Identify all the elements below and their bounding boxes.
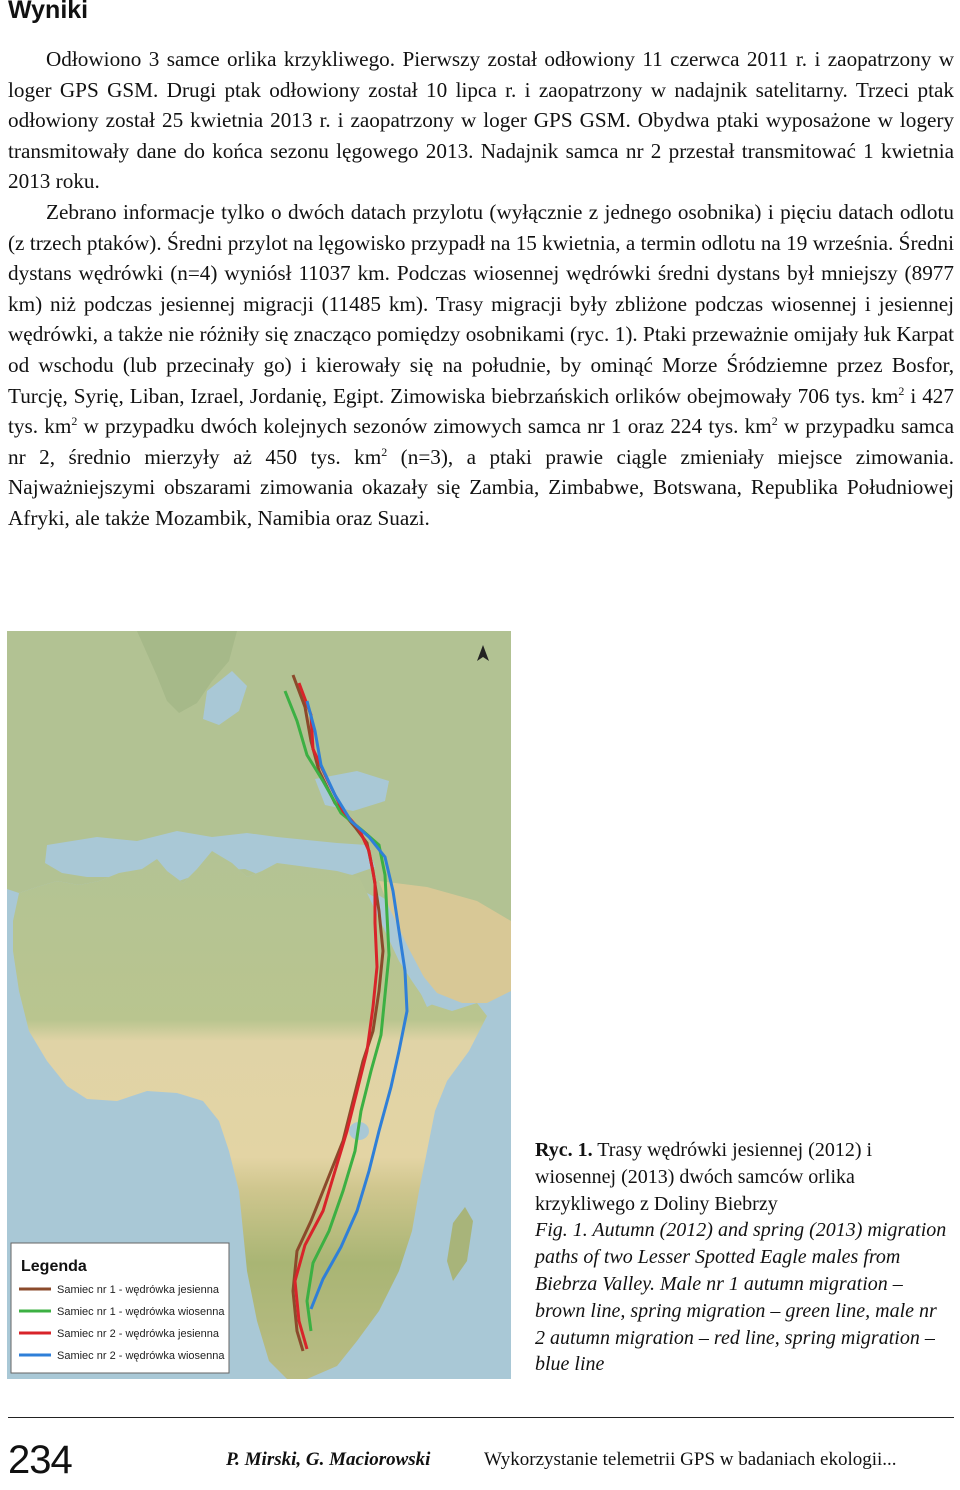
map-svg xyxy=(7,631,511,1379)
paragraph-2-part-1: Zebrano informacje tylko o dwóch datach przylotu (wyłącznie z jednego osobnika) i pięciu datach odlotu (z trzech ptaków). Średni przylot na lęgowisko przypadł na 15 kwietnia, a termin odlotu na 19 września. Średni dystans wędrówki (n=4) wyniósł 11037 km. Podczas wiosennej wędrówki średni dystans był mniejszy (8977 km) niż podczas jesiennej migracji (11485 km). Trasy migracji były zbliżone podczas wiosennej i jesiennej wędrówki, a także nie różniły się znacząco pomiędzy osobnikami (ryc. 1). Ptaki przeważnie omijały łuk Karpat od wschodu (lub przecinały go) i kierowały się na południe, by ominąć Morze Śródziemne przez Bosfor, Turcję, Syrię, Liban, Izrael, Jordanię, Egipt. Zimowiska biebrzańskich orlików obejmowały 706 tys. km xyxy=(8,199,954,408)
paragraph-1: Odłowiono 3 samce orlika krzykliwego. Pierwszy został odłowiony 11 czerwca 2011 r. i zaopatrzony w loger GPS GSM. Drugi ptak odłowiony został 10 lipca r. i zaopatrzony w nadajnik satelitarny. Trzeci ptak odłowiony został 25 kwietnia 2013 r. i zaopatrzony w loger GPS GSM. Obydwa ptaki wyposażone w logery transmitowały dane do końca sezonu lęgowego 2013. Nadajnik samca nr 2 przestał transmitować 1 kwietnia 2013 roku. xyxy=(8,47,954,194)
footer-authors: P. Mirski, G. Maciorowski xyxy=(226,1449,431,1470)
superscript: 2 xyxy=(771,414,778,429)
figure-caption xyxy=(535,1137,950,1378)
map-legend xyxy=(11,1243,229,1373)
paragraph-2-part-5: (n=3), a ptaki prawie ciągle zmieniały miejsce zimowania. Najważniejszymi obszarami zimowania okazały się Zambia, Zimbabwe, Botswana, Republika Południowej Afryki, ale także Mozambik, Namibia oraz Suazi. xyxy=(8,444,954,530)
body-text xyxy=(8,44,954,534)
legend-label-1: Samiec nr 1 - wędrówka jesienna xyxy=(57,1284,220,1296)
legend-label-3: Samiec nr 2 - wędrówka jesienna xyxy=(57,1328,220,1340)
legend-label-4: Samiec nr 2 - wędrówka wiosenna xyxy=(57,1350,225,1362)
paragraph-2 xyxy=(8,197,954,534)
caption-polish-text: Trasy wędrówki jesiennej (2012) i wiosennej (2013) dwóch samców orlika krzykliwego z Doliny Biebrzy xyxy=(535,1139,873,1215)
footer-rule xyxy=(8,1417,954,1418)
paragraph-2-part-2: i 427 tys. km xyxy=(8,383,954,439)
superscript: 2 xyxy=(381,444,388,459)
paragraph-2-part-3: w przypadku dwóch kolejnych sezonów zimowych samca nr 1 oraz 224 tys. km xyxy=(77,414,772,439)
legend-label-2: Samiec nr 1 - wędrówka wiosenna xyxy=(57,1306,225,1318)
page-number: 234 xyxy=(8,1438,72,1482)
caption-label: Ryc. 1. xyxy=(535,1139,593,1161)
section-heading: Wyniki xyxy=(8,0,89,24)
paragraph-2-part-4: w przypadku samca nr 2, średnio mierzyły aż 450 tys. km xyxy=(8,414,954,469)
footer-title: Wykorzystanie telemetrii GPS w badaniach ekologii... xyxy=(484,1449,897,1470)
caption-polish xyxy=(535,1137,950,1217)
superscript: 2 xyxy=(898,383,905,398)
superscript: 2 xyxy=(71,414,78,429)
legend-title: Legenda xyxy=(21,1258,87,1275)
migration-map xyxy=(7,631,511,1379)
caption-english: Fig. 1. Autumn (2012) and spring (2013) migration paths of two Lesser Spotted Eagle males from Biebrza Valley. Male nr 1 autumn migration – brown line, spring migration – green line, male nr 2 autumn migration – red line, spring migration – blue line xyxy=(535,1219,947,1376)
